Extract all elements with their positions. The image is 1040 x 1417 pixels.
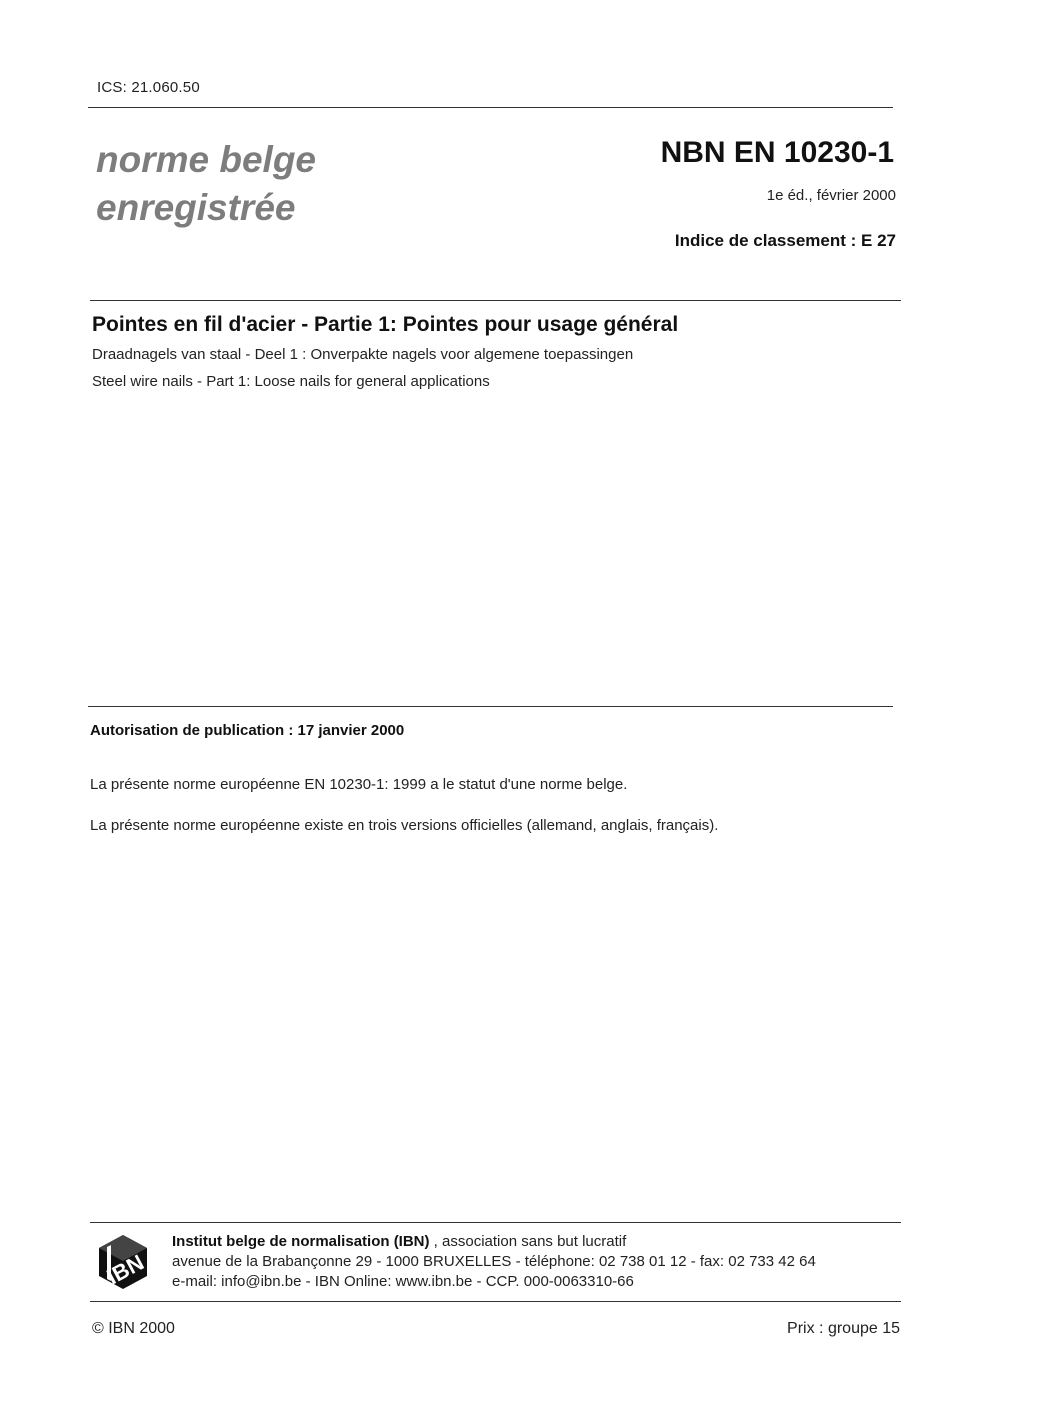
institute-status: , association sans but lucratif <box>429 1233 627 1250</box>
institute-address: avenue de la Brabançonne 29 - 1000 BRUXELLES - téléphone: 02 738 01 12 - fax: 02 733 42 64 <box>172 1253 816 1270</box>
body-divider <box>88 706 893 707</box>
classification-index: Indice de classement : E 27 <box>674 231 896 250</box>
institute-name-line <box>172 1232 816 1252</box>
copyright-notice: © IBN 2000 <box>92 1320 175 1337</box>
status-paragraph: La présente norme européenne EN 10230-1: 1999 a le statut d'une norme belge. <box>90 776 628 793</box>
title-french: Pointes en fil d'acier - Partie 1: Pointes pour usage général <box>92 313 679 336</box>
brand-line-2: enregistrée <box>96 187 296 228</box>
institute-info <box>172 1232 816 1292</box>
institute-name: Institut belge de normalisation (IBN) <box>172 1233 430 1250</box>
title-divider <box>90 300 901 301</box>
title-english: Steel wire nails - Part 1: Loose nails for general applications <box>92 373 490 390</box>
logo-text: IBN <box>102 1249 148 1290</box>
institute-contact: e-mail: info@ibn.be - IBN Online: www.ibn.be - CCP. 000-0063310-66 <box>172 1273 634 1290</box>
publication-authorisation: Autorisation de publication : 17 janvier 2000 <box>90 722 405 739</box>
footer-divider-bottom <box>90 1301 901 1302</box>
title-dutch: Draadnagels van staal - Deel 1 : Onverpakte nagels voor algemene toepassingen <box>92 346 634 363</box>
brand-title <box>96 136 316 232</box>
ics-code: ICS: 21.060.50 <box>97 79 200 96</box>
versions-paragraph: La présente norme européenne existe en trois versions officielles (allemand, anglais, français). <box>90 817 719 834</box>
price-group: Prix : groupe 15 <box>787 1320 900 1337</box>
ibn-logo-icon <box>97 1233 149 1291</box>
standard-number: NBN EN 10230-1 <box>660 136 894 169</box>
edition-date: 1e éd., février 2000 <box>766 187 896 204</box>
header-divider <box>88 107 893 108</box>
footer-divider-top <box>90 1222 901 1223</box>
brand-line-1: norme belge <box>96 139 316 180</box>
